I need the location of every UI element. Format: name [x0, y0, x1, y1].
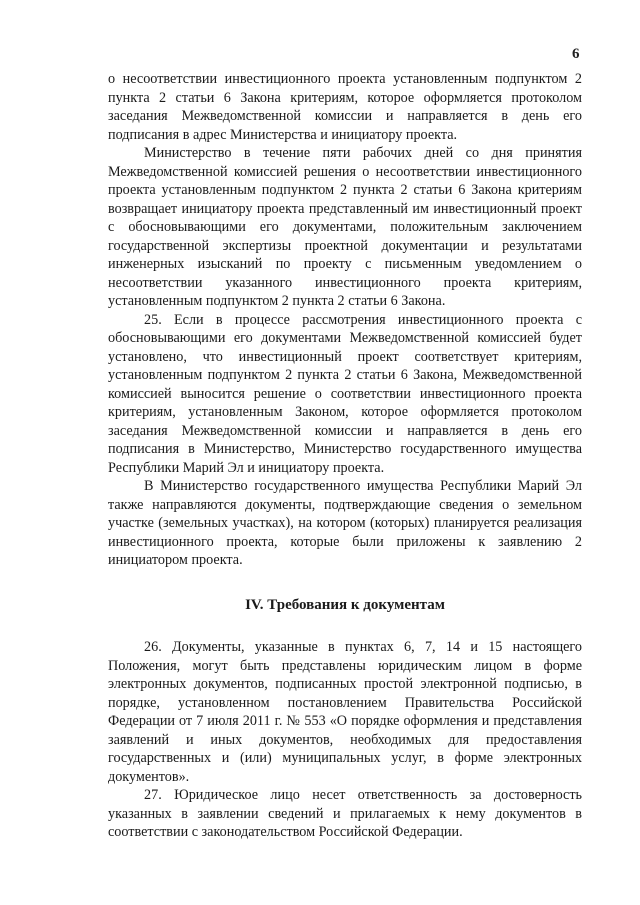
section-heading: IV. Требования к документам: [245, 596, 445, 613]
paragraph-item-26: 26. Документы, указанные в пунктах 6, 7, 14 и 15 настоящего Положения, могут быть представлены юридическим лицом в форме электронных документов, подписанных простой электронной подписью, в порядке, установленном постановлением Правительства Российской Федерации от 7 июля 2011 г. № 553 «О порядке оформления и представления заявлений и иных документов, необходимых для предоставления государственных и (или) муниципальных услуг, в форме электронных документов».: [108, 639, 582, 785]
paragraph-item-27: 27. Юридическое лицо несет ответственность за достоверность указанных в заявлении сведений и прилагаемых к нему документов в соответствии с законодательством Российской Федерации.: [108, 787, 582, 840]
page-number: 6: [572, 46, 580, 62]
paragraph-ministry-return: Министерство в течение пяти рабочих дней со дня принятия Межведомственной комиссией решения о несоответствии инвестиционного проекта установленным подпунктом 2 пункта 2 статьи 6 Закона критериям возвращает инициатору проекта представленный им инвестиционный проект с обосновывающими его документами, положительным заключением государственной экспертизы проектной документации и результатами инженерных изысканий по проекту с письменным уведомлением о несоответствии указанного инвестиционного проекта критериям, установленным подпунктом 2 пункта 2 статьи 6 Закона.: [108, 145, 582, 309]
paragraph-continuation: о несоответствии инвестиционного проекта установленным подпунктом 2 пункта 2 статьи 6 Закона критериям, которое оформляется протоколом заседания Межведомственной комиссии и направляется в день его подписания в адрес Министерства и инициатору проекта.: [108, 71, 582, 143]
document-body: [108, 70, 582, 842]
paragraph-property-ministry: В Министерство государственного имущества Республики Марий Эл также направляются документы, подтверждающие сведения о земельном участке (земельных участках), на котором (которых) планируется реализация инвестиционного проекта, которые были приложены к заявлению 2 инициатором проекта.: [108, 478, 582, 568]
paragraph-item-25: 25. Если в процессе рассмотрения инвестиционного проекта с обосновывающими его документами Межведомственной комиссией будет установлено, что инвестиционный проект соответствует критериям, установленным подпунктом 2 пункта 2 статьи 6 Закона, Межведомственной комиссией выносится решение о соответствии инвестиционного проекта критериям, установленным Законом, которое оформляется протоколом заседания Межведомственной комиссии и направляется в день его подписания в Министерство, Министерство государственного имущества Республики Марий Эл и инициатору проекта.: [108, 311, 582, 476]
